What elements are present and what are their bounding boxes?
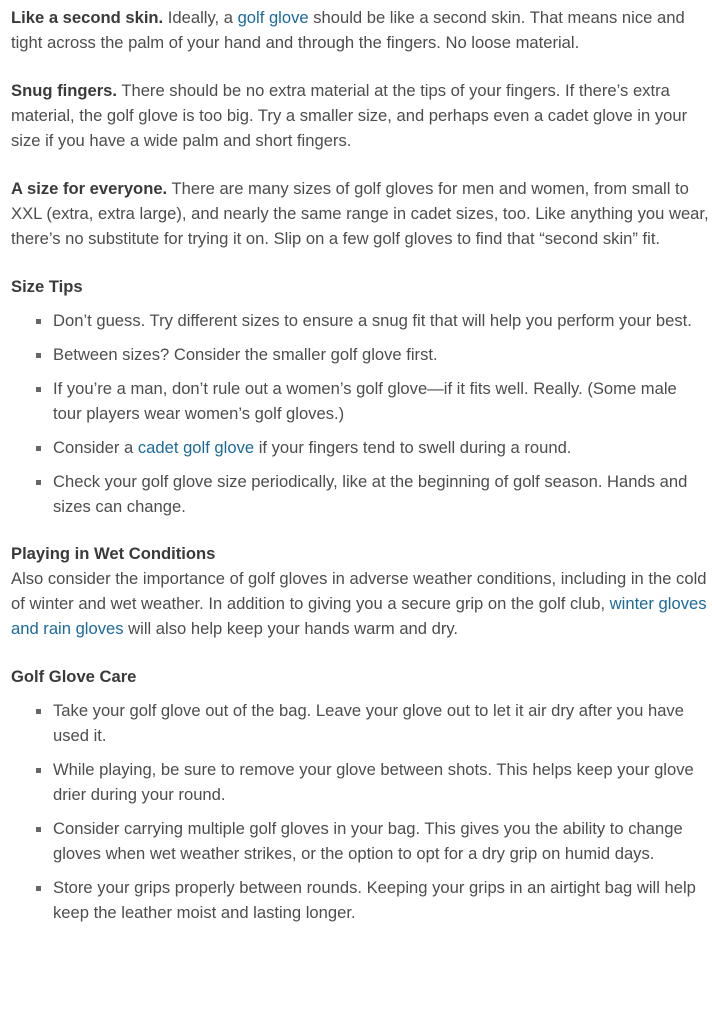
golf-glove-link[interactable]: golf glove [237, 8, 309, 27]
list-item: Store your grips properly between rounds. Keeping your grips in an airtight bag will help keep the leather moist and lasting longer. [53, 875, 712, 925]
snug-fingers-lead: Snug fingers. [11, 81, 118, 100]
snug-fingers-text: There should be no extra material at the tips of your fingers. If there’s extra material, the golf glove is too big. Try a smaller size, and perhaps even a cadet glove in your size if you have a wide palm and short fingers. [11, 81, 688, 150]
second-skin-text-post: should be like a second skin. That means nice and tight across the palm of your hand and through the fingers. No loose material. [11, 8, 685, 52]
list-item: Don’t guess. Try different sizes to ensure a snug fit that will help you perform your best. [53, 308, 712, 333]
cadet-golf-glove-link[interactable]: cadet golf glove [137, 438, 255, 457]
cadet-item-pre: Consider a [53, 438, 138, 457]
list-item: Consider carrying multiple golf gloves in your bag. This gives you the ability to change gloves when wet weather strikes, or the option to opt for a dry grip on humid days. [53, 816, 712, 866]
snug-fingers-paragraph [11, 78, 712, 153]
second-skin-paragraph [11, 5, 712, 55]
glove-care-heading: Golf Glove Care [11, 667, 137, 686]
wet-conditions-paragraph [11, 566, 712, 641]
list-item [53, 435, 712, 460]
wet-conditions-heading: Playing in Wet Conditions [11, 544, 216, 563]
size-tips-list [11, 308, 712, 519]
glove-care-list [11, 698, 712, 925]
wet-conditions-text-post: will also help keep your hands warm and dry. [123, 619, 459, 638]
second-skin-lead: Like a second skin. [11, 8, 164, 27]
list-item: Take your golf glove out of the bag. Leave your glove out to let it air dry after you have used it. [53, 698, 712, 748]
list-item: While playing, be sure to remove your glove between shots. This helps keep your glove drier during your round. [53, 757, 712, 807]
size-for-everyone-text: There are many sizes of golf gloves for men and women, from small to XXL (extra, extra large), and nearly the same range in cadet sizes, too. Like anything you wear, there’s no substitute for trying it on. Slip on a few golf gloves to find that “second skin” fit. [11, 179, 709, 248]
list-item: If you’re a man, don’t rule out a women’s golf glove—if it fits well. Really. (Some male tour players wear women’s golf gloves.) [53, 376, 712, 426]
wet-conditions-text-pre: Also consider the importance of golf gloves in adverse weather conditions, including in the cold of winter and wet weather. In addition to giving you a secure grip on the golf club, [11, 569, 707, 613]
winter-rain-gloves-link[interactable]: winter gloves and rain gloves [11, 594, 707, 638]
size-for-everyone-lead: A size for everyone. [11, 179, 168, 198]
size-tips-heading: Size Tips [11, 277, 83, 296]
list-item: Check your golf glove size periodically, like at the beginning of golf season. Hands and sizes can change. [53, 469, 712, 519]
second-skin-text-pre: Ideally, a [163, 8, 238, 27]
size-for-everyone-paragraph [11, 176, 712, 251]
list-item: Between sizes? Consider the smaller golf glove first. [53, 342, 712, 367]
cadet-item-post: if your fingers tend to swell during a round. [254, 438, 572, 457]
